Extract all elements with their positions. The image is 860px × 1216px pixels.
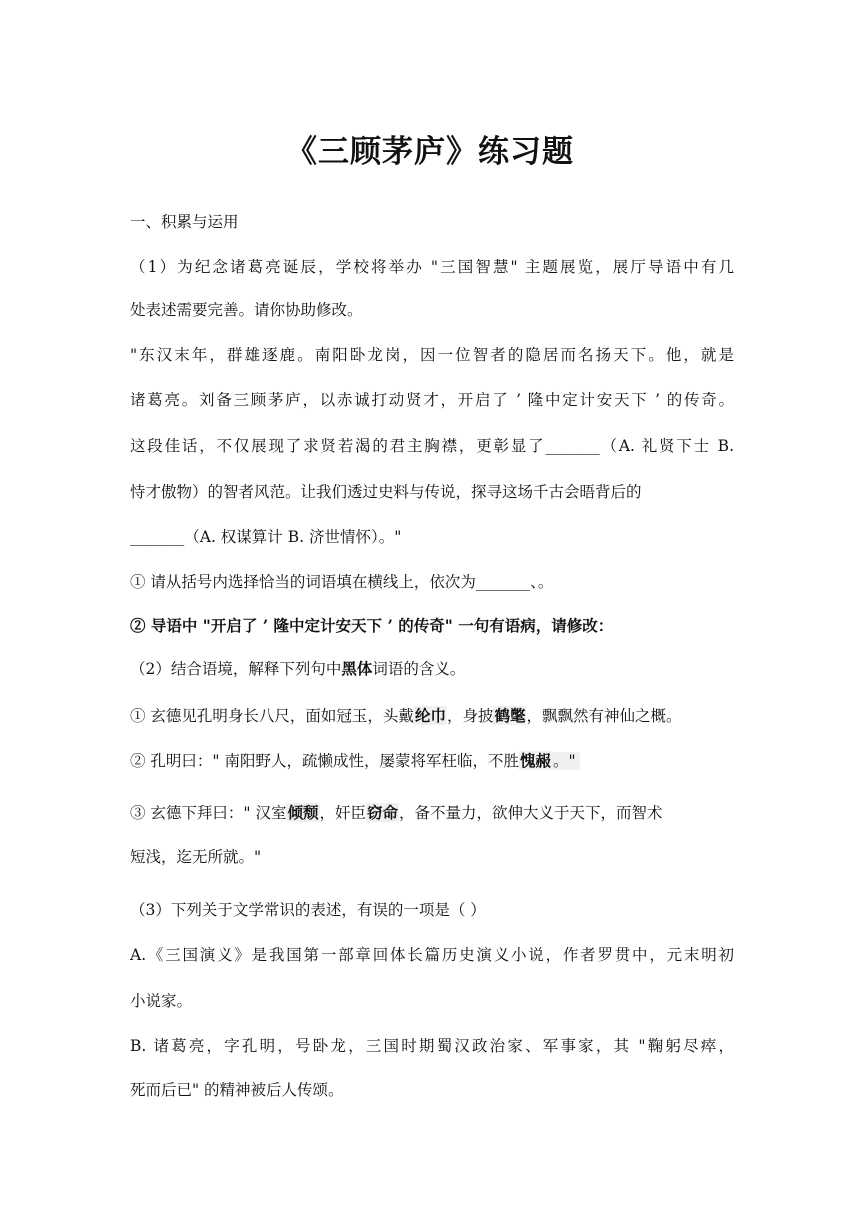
q2-sentence-1 <box>130 705 734 727</box>
q3-option-b-line-1: B. 诸葛亮，字孔明，号卧龙，三国时期蜀汉政治家、军事家，其 "鞠躬尽瘁， <box>130 1037 734 1055</box>
section-heading: 一、积累与运用 <box>130 213 239 231</box>
q2-s3-text-a: ③ 玄德下拜曰：" 汉室 <box>130 804 287 822</box>
q2-s3-keyword-1: 倾颓 <box>287 803 319 822</box>
q2-sentence-3-line-2: 短浅，迄无所就。" <box>130 848 262 866</box>
q1-intro-line-1: （1）为纪念诸葛亮诞辰，学校将举办 "三国智慧" 主题展览，展厅导语中有几 <box>130 258 734 276</box>
q1-intro-line-2: 处表述需要完善。请你协助修改。 <box>130 301 363 319</box>
q1-passage-line-1: "东汉末年，群雄逐鹿。南阳卧龙岗，因一位智者的隐居而名扬天下。他，就是 <box>130 346 734 364</box>
q2-s3-text-b: ，奸臣 <box>319 804 367 822</box>
q1-passage-line-4: 恃才傲物）的智者风范。让我们透过史料与传说，探寻这场千古会晤背后的 <box>130 483 642 501</box>
q2-s2-text-end: 。" <box>552 752 580 770</box>
q2-intro-post: 词语的含义。 <box>372 660 466 678</box>
q3-option-b-line-2: 死而后已" 的精神被后人传颂。 <box>130 1081 344 1099</box>
q2-s3-text-c: ，备不量力，欲伸大义于天下，而智术 <box>399 804 663 822</box>
q1-passage-line-3: 这段佳话，不仅展现了求贤若渴的君主胸襟，更彰显了_______（A. 礼贤下士 B. <box>130 437 734 455</box>
q2-s1-text-c: ，飘飘然有神仙之概。 <box>526 707 682 725</box>
q1-subquestion-1: ① 请从括号内选择恰当的词语填在横线上，依次为_______、。 <box>130 573 554 591</box>
q2-s1-text-a: ① 玄德见孔明身长八尺，面如冠玉，头戴 <box>130 707 414 725</box>
q2-s2-text-a: ② 孔明曰：" 南阳野人，疏懒成性，屡蒙将军枉临，不胜 <box>130 752 519 770</box>
q2-sentence-2 <box>130 750 734 772</box>
q2-s1-keyword-2: 鹤氅 <box>494 706 526 725</box>
q2-s1-keyword-1: 纶巾 <box>414 706 446 725</box>
q3-option-a-line-1: A.《三国演义》是我国第一部章回体长篇历史演义小说，作者罗贯中，元末明初 <box>130 946 734 964</box>
page-title: 《三顾茅庐》练习题 <box>286 134 574 170</box>
q1-subquestion-2: ② 导语中 "开启了 ’ 隆中定计安天下 ’ 的传奇" 一句有语病，请修改： <box>130 616 614 635</box>
q2-intro <box>130 658 734 680</box>
q2-s1-text-b: ，身披 <box>446 707 494 725</box>
q1-passage-line-5: _______（A. 权谋算计 B. 济世情怀）。" <box>130 528 402 546</box>
q2-intro-bold: 黑体 <box>341 659 373 678</box>
q1-passage-line-2: 诸葛亮。刘备三顾茅庐，以赤诚打动贤才，开启了 ’ 隆中定计安天下 ’ 的传奇。 <box>130 391 734 409</box>
q2-intro-pre: （2）结合语境，解释下列句中 <box>130 660 342 678</box>
q2-sentence-3 <box>130 802 734 824</box>
q3-intro: （3）下列关于文学常识的表述，有误的一项是（ ） <box>130 901 486 919</box>
q3-option-a-line-2: 小说家。 <box>130 992 193 1010</box>
q2-s3-keyword-2: 窃命 <box>367 803 399 822</box>
q2-s2-keyword-1: 愧赧 <box>520 751 552 770</box>
